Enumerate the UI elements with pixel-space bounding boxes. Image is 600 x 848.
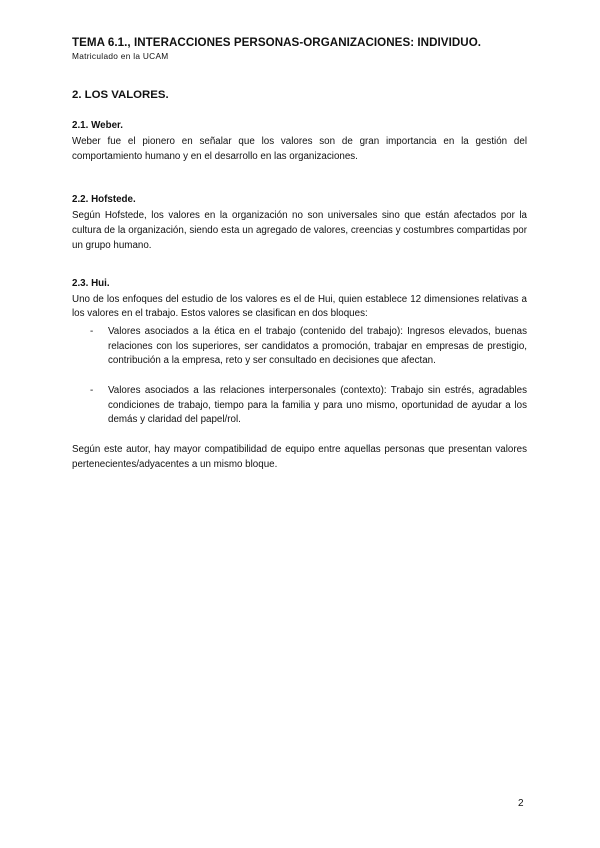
- closing-paragraph: Según este autor, hay mayor compatibilidad de equipo entre aquellas personas que presentan valores pertenecientes/adyacentes a un mismo bloque.: [72, 444, 527, 470]
- header-subtitle: Matriculado en la UCAM: [72, 51, 169, 61]
- main-content: [72, 88, 527, 502]
- page-header: [72, 36, 532, 62]
- subsection-paragraph: Según Hofstede, los valores en la organización no son universales sino que están afectados por la cultura de la organización, siendo esta un agregado de valores, creencias y costumbres compartidas por un grupo humano.: [72, 210, 527, 251]
- header-title: TEMA 6.1., INTERACCIONES PERSONAS-ORGANIZACIONES: INDIVIDUO.: [72, 36, 482, 49]
- subsection-title: 2.3. Hui.: [72, 277, 110, 289]
- list-dash-marker: -: [90, 325, 94, 337]
- list-item-text: Valores asociados a las relaciones interpersonales (contexto): Trabajo sin estrés, agradables condiciones de trabajo, tiempo para la familia y para uno mismo, oportunidad de ayudar a los demás y claridad del papel/rol.: [108, 385, 527, 426]
- subsection-paragraph: Uno de los enfoques del estudio de los valores es el de Hui, quien establece 12 dimensiones relativas a los valores en el trabajo. Estos valores se clasifican en dos bloques:: [72, 293, 527, 320]
- subsection-hui: [72, 277, 527, 473]
- values-list: [72, 325, 527, 428]
- list-item: [72, 384, 527, 428]
- section-title: 2. LOS VALORES.: [72, 89, 169, 101]
- list-item: [72, 325, 527, 369]
- list-dash-marker: -: [90, 385, 94, 397]
- subsection-hofstede: [72, 193, 527, 253]
- page-number: 2: [518, 798, 524, 809]
- subsection-title: 2.2. Hofstede.: [72, 194, 136, 206]
- subsection-title: 2.1. Weber.: [72, 120, 124, 131]
- subsection-weber: [72, 119, 527, 164]
- list-item-text: Valores asociados a la ética en el trabajo (contenido del trabajo): Ingresos elevados, buenas relaciones con los superiores, ser candidatos a promoción, trabajar en empresas de prestigio, contribución a la empresa, reto y ser consultado en decisiones que afectan.: [108, 325, 527, 367]
- subsection-paragraph: Weber fue el pionero en señalar que los valores son de gran importancia en la gestión del comportamiento humano y en el desarrollo en las organizaciones.: [72, 136, 527, 162]
